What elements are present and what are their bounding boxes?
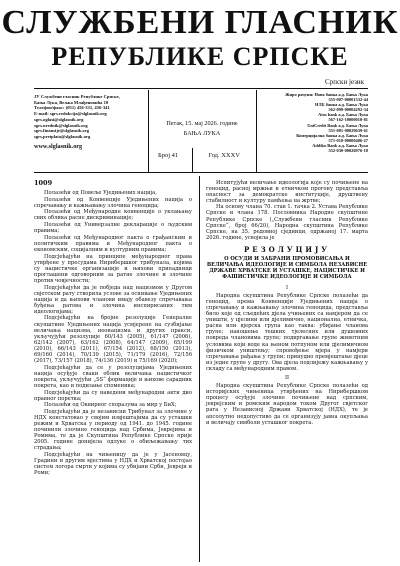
bank-account-line: Комерцијална банка а.д. Бања Лука (296, 132, 368, 138)
publisher-email[interactable]: E-mail: sgrs.redakcija@slglasnik.org (34, 111, 107, 117)
bank-account-line: 551-001-00029639-61 (328, 127, 368, 133)
masthead-rule-top (34, 88, 368, 89)
section-numeral: I (285, 284, 289, 291)
bank-account-line: 571-010-00000406-27 (328, 137, 368, 143)
section-text: Народна скупштина Републике Српске полазећи од историјских чињеница утврђених на Нирнбершком процесу осуђује злочине почињене над српским, јеврејским и ромским народом током Другог свјетског рата у Независној Држави Хрватској (НДХ), те је апсолутно недопустиво да се организују јавна окупљања и величају симболи усташког покрета. (206, 383, 368, 426)
section-text: Народна скупштина Републике Српске полазећи да геноцид, према Конвенцији Уједињених нација о спречавању и кажњавању злочина геноцида, представља било које од сљедећих дјела учињених са намјером да се уништи, у цјелини или дјелимично, национална, етничка, расна или вјерска група као таква: убијање чланова групе; наношење тешких тјелесних или душевних повреда члановима групе; подвргавање групе животним условима који воде ка њеном потпуном или дјелимичном физичком уништењу; спровођење мјера у намјери спречавања рађања у групи; принудно премјештање дјеце из једне групе у другу. Ова дјела подлијежу кажњавању у складу са међународним правом. (206, 292, 368, 372)
info-divider (148, 90, 149, 172)
preamble-paragraph: Подсјећајући да је побједа над нацизмом у Другом свјетском рату створила услове за оснивање Уједињених нација и да њихови чланови имају обавезу спречавања буђења ратова и злочина инспирисаних тим идеологијама; (34, 284, 192, 315)
resolution-title: РЕЗОЛУЦИЈУ (244, 244, 330, 254)
preamble-paragraph: Подсјећајући на чињеницу да је у Јасеновцу, Градини и другим мјестима у НДХ и Хрватској постојао систем логора смрти у којима су убијани Срби, Јевреји и Роми; (34, 452, 192, 477)
preamble-paragraph: Подсјећајући да се у резолуцијама Уједињених нација осуђује сваки облик величања нацистичког покрета, укључујући „SS“ формације и њихове сарадник покрета, као и подизање споменика; (34, 364, 192, 389)
bank-accounts (260, 92, 368, 153)
publisher-email[interactable]: sgrs.oglasi@slglasnik.org (34, 116, 84, 122)
bank-account-line: 562-099-00004292-34 (328, 107, 368, 113)
masthead (0, 0, 400, 92)
section-numeral: II (284, 374, 290, 381)
preamble-paragraph: Полазећи од Универзалне декларације о људским правима; (34, 222, 192, 235)
issue-date-block (150, 120, 254, 138)
preamble-paragraph: Подсјећајући да је независни Трибунал за злочине у НДХ констатовао у својим извјештајима да су усташки режим и Хрватска у периоду од 1941. до 1945. године починили злочине геноцида над Србима, Јеврејима и Ромима, те да је Скупштина Републике Српске прије 2005. године донијела одлуке о обиљежавању тих страдања; (34, 408, 192, 452)
issue-info-block (34, 90, 368, 172)
bank-account-line: Жиро рачуни: Нова банка а.д. Бања Лука (285, 92, 368, 97)
preamble-paragraph: Полазећи од Међународне конвенције о уклањању свих облика расне дискриминације; (34, 209, 192, 222)
issue-date: Петак, 15. мај 2026. године (166, 120, 238, 127)
masthead-rule-bottom (34, 172, 368, 173)
publisher-email[interactable]: sgrs.finansije@slglasnik.org (34, 128, 90, 134)
preamble-paragraph: Полазећи од Конвенције Уједињених нација о спречавању и кажњавању злочина геноцида; (34, 196, 192, 209)
issue-city: БАЊА ЛУКА (183, 130, 221, 137)
script-language-label: Српски језик (325, 78, 364, 86)
publisher-email[interactable]: sgrs.pretplata@slglasnik.org (34, 133, 91, 139)
preamble-paragraph: Подсјећајући да су наведени међународни акти дио правног поретка; (34, 389, 192, 402)
resolution-column (206, 180, 368, 426)
bank-account-line: 555-007-00001332-44 (328, 97, 368, 103)
resolution-intro: Испитујући величање идеологија које су почињене на геноцид, расној мржњи и етничком прогону представља опасност за демократске институције, друштвену стабилност и културу памћења на жртве; (206, 180, 368, 205)
bank-account-line: Atos bank а.д. Бања Лука (318, 112, 368, 118)
info-divider (256, 90, 257, 172)
gazette-title: СЛУЖБЕНИ ГЛАСНИК (1, 4, 399, 41)
bank-account-line: UniCredit Bank а.д. Бања Лука (307, 122, 368, 128)
act-preamble-column (34, 180, 192, 477)
bank-account-line: НЛБ банка а.д. Бања Лука (315, 102, 368, 108)
preamble-paragraph: Подсјећајући на бројне резолуције Генералне скупштине Уједињених нација усмјерене на сузбијање величања нацизма, неонацизма и других пракси, укључујући резолуције 60/143 (2005), 61/147 (2006), 62/142 (2007), 63/162 (2008), 64/147 (2009), 65/199 (2010), 66/143 (2011), 67/154 (2012), 68/150 (2013), 69/160 (2014), 70/139 (2015), 71/179 (2016), 72/156 (2017), 73/157 (2018), 74/136 (2019) и 75/169 (2020); (34, 315, 192, 365)
gazette-subtitle: РЕПУБЛИКЕ СРПСКЕ (51, 42, 349, 71)
resolution-subtitle: О ОСУДИ И ЗАБРАНИ ПРОМОВИСАЊА И ВЕЛИЧАЊА ИДЕОЛОГИЈЕ И СИМБОЛА НЕЗАВИСНЕ ДРЖАВЕ ХРВАТСКЕ И УСТАШКЕ, НАЦИСТИЧКЕ И ФАШИСТИЧКЕ ИДЕОЛОГИЈЕ И СИМБОЛА (206, 256, 368, 280)
issue-year: Год. XXXV (208, 152, 240, 159)
publisher-contact (34, 94, 144, 149)
publisher-website-link[interactable]: www.slglasnik.org (34, 142, 83, 150)
column-divider (199, 176, 200, 562)
issue-divider (192, 148, 193, 172)
preamble-paragraph: Полазећи од Оквирног споразума за мир у БиХ; (44, 402, 177, 409)
issue-number: Број 41 (158, 152, 179, 159)
publisher-line: ЈУ Службени гласник Републике Српске, (34, 94, 120, 99)
preamble-paragraph: Подсјећајући на принципе међународног права утврђене у пресудама Нирнбершког трибунала, којима су нацистичке организације и њихови припадници проглашени одговорним за ратне злочине и злочине против човјечности; (34, 253, 192, 284)
publisher-line: Бања Лука, Вељка Млађеновића 10 (34, 99, 109, 105)
bank-account-line: Addiko Bank а.д. Бања Лука (312, 142, 368, 148)
preamble-paragraph: Полазећи од Међународног пакта о грађанским и политичким правима и Међународног пакта о економским, социјалним и културним правима; (34, 234, 192, 253)
issue-number-block (158, 152, 254, 162)
publisher-email[interactable]: sgrs.urednik@slglasnik.org (34, 122, 88, 128)
publisher-line: Телефон/факс: (051) 456-331, 456-341 (34, 105, 110, 111)
act-number: 1009 (34, 179, 53, 187)
resolution-legal-basis: На основу члана 70. став 1. тачка 2. Устава Републике Српске и члана 178. Пословника Народне скупштине Републике Српске („Службени гласник Републике Српске“, број 66/20), Народна скупштина Републике Српске, на 35. редовној сједници, одржаној 17. марта 2026. године, усвојила је (206, 204, 368, 241)
bank-account-line: 552-030-00026976-18 (328, 148, 368, 154)
preamble-paragraph: Полазећи од Повеље Уједињених нација, (44, 190, 157, 197)
bank-account-line: 567-162-10000010-81 (328, 117, 368, 123)
